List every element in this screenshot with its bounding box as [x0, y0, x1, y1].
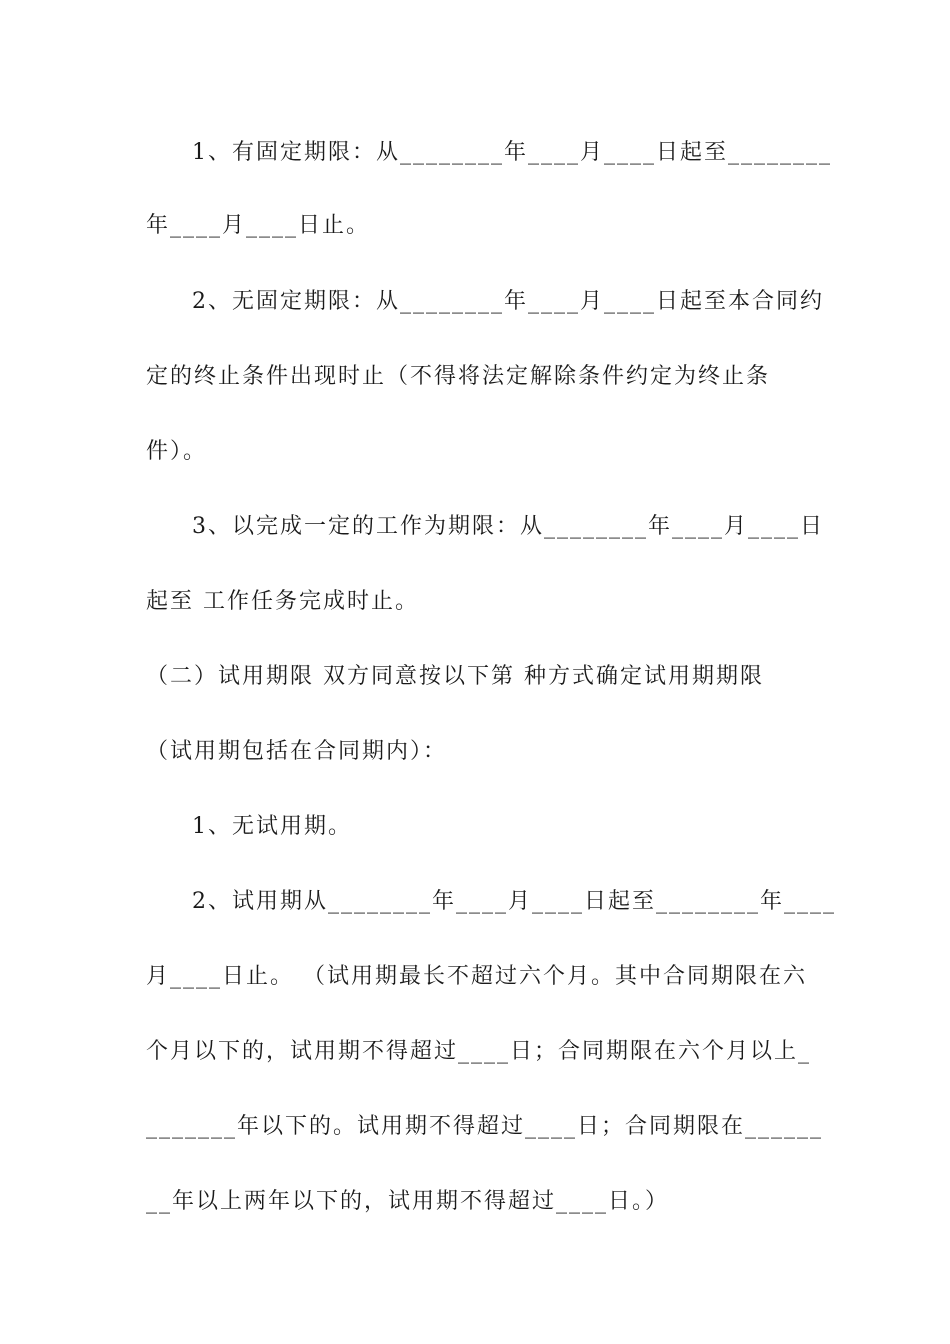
text-line-probation-limit-cont-2: _______年以下的。试用期不得超过____日；合同期限在______ — [146, 1114, 824, 1139]
text-line-task-term-end: 起至 工作任务完成时止。 — [146, 589, 419, 614]
text-line-probation-limit-cont: 个月以下的，试用期不得超过____日；合同期限在六个月以上_ — [146, 1039, 812, 1064]
text-line-fixed-term: 1、有固定期限：从________年____月____日起至________ — [192, 140, 832, 165]
text-line-task-term: 3、以完成一定的工作为期限：从________年____月____日 — [192, 514, 824, 539]
text-line-fixed-term-end: 年____月____日止。 — [146, 213, 371, 238]
text-line-no-probation: 1、无试用期。 — [192, 814, 352, 839]
section-heading-probation: （二）试用期限 双方同意按以下第 种方式确定试用期期限 — [146, 664, 764, 689]
text-line-open-term-end: 件）。 — [146, 439, 208, 464]
text-line-open-term: 2、无固定期限：从________年____月____日起至本合同约 — [192, 289, 824, 314]
text-line-probation-limit-end: __年以上两年以下的，试用期不得超过____日。） — [146, 1189, 670, 1214]
text-line-probation-period: 2、试用期从________年____月____日起至________年____ — [192, 889, 836, 914]
text-line-probation-limit: 月____日止。 （试用期最长不超过六个月。其中合同期限在六 — [146, 964, 807, 989]
text-line-probation-note: （试用期包括在合同期内）： — [146, 739, 448, 764]
text-line-open-term-cont: 定的终止条件出现时止（不得将法定解除条件约定为终止条 — [146, 364, 771, 389]
